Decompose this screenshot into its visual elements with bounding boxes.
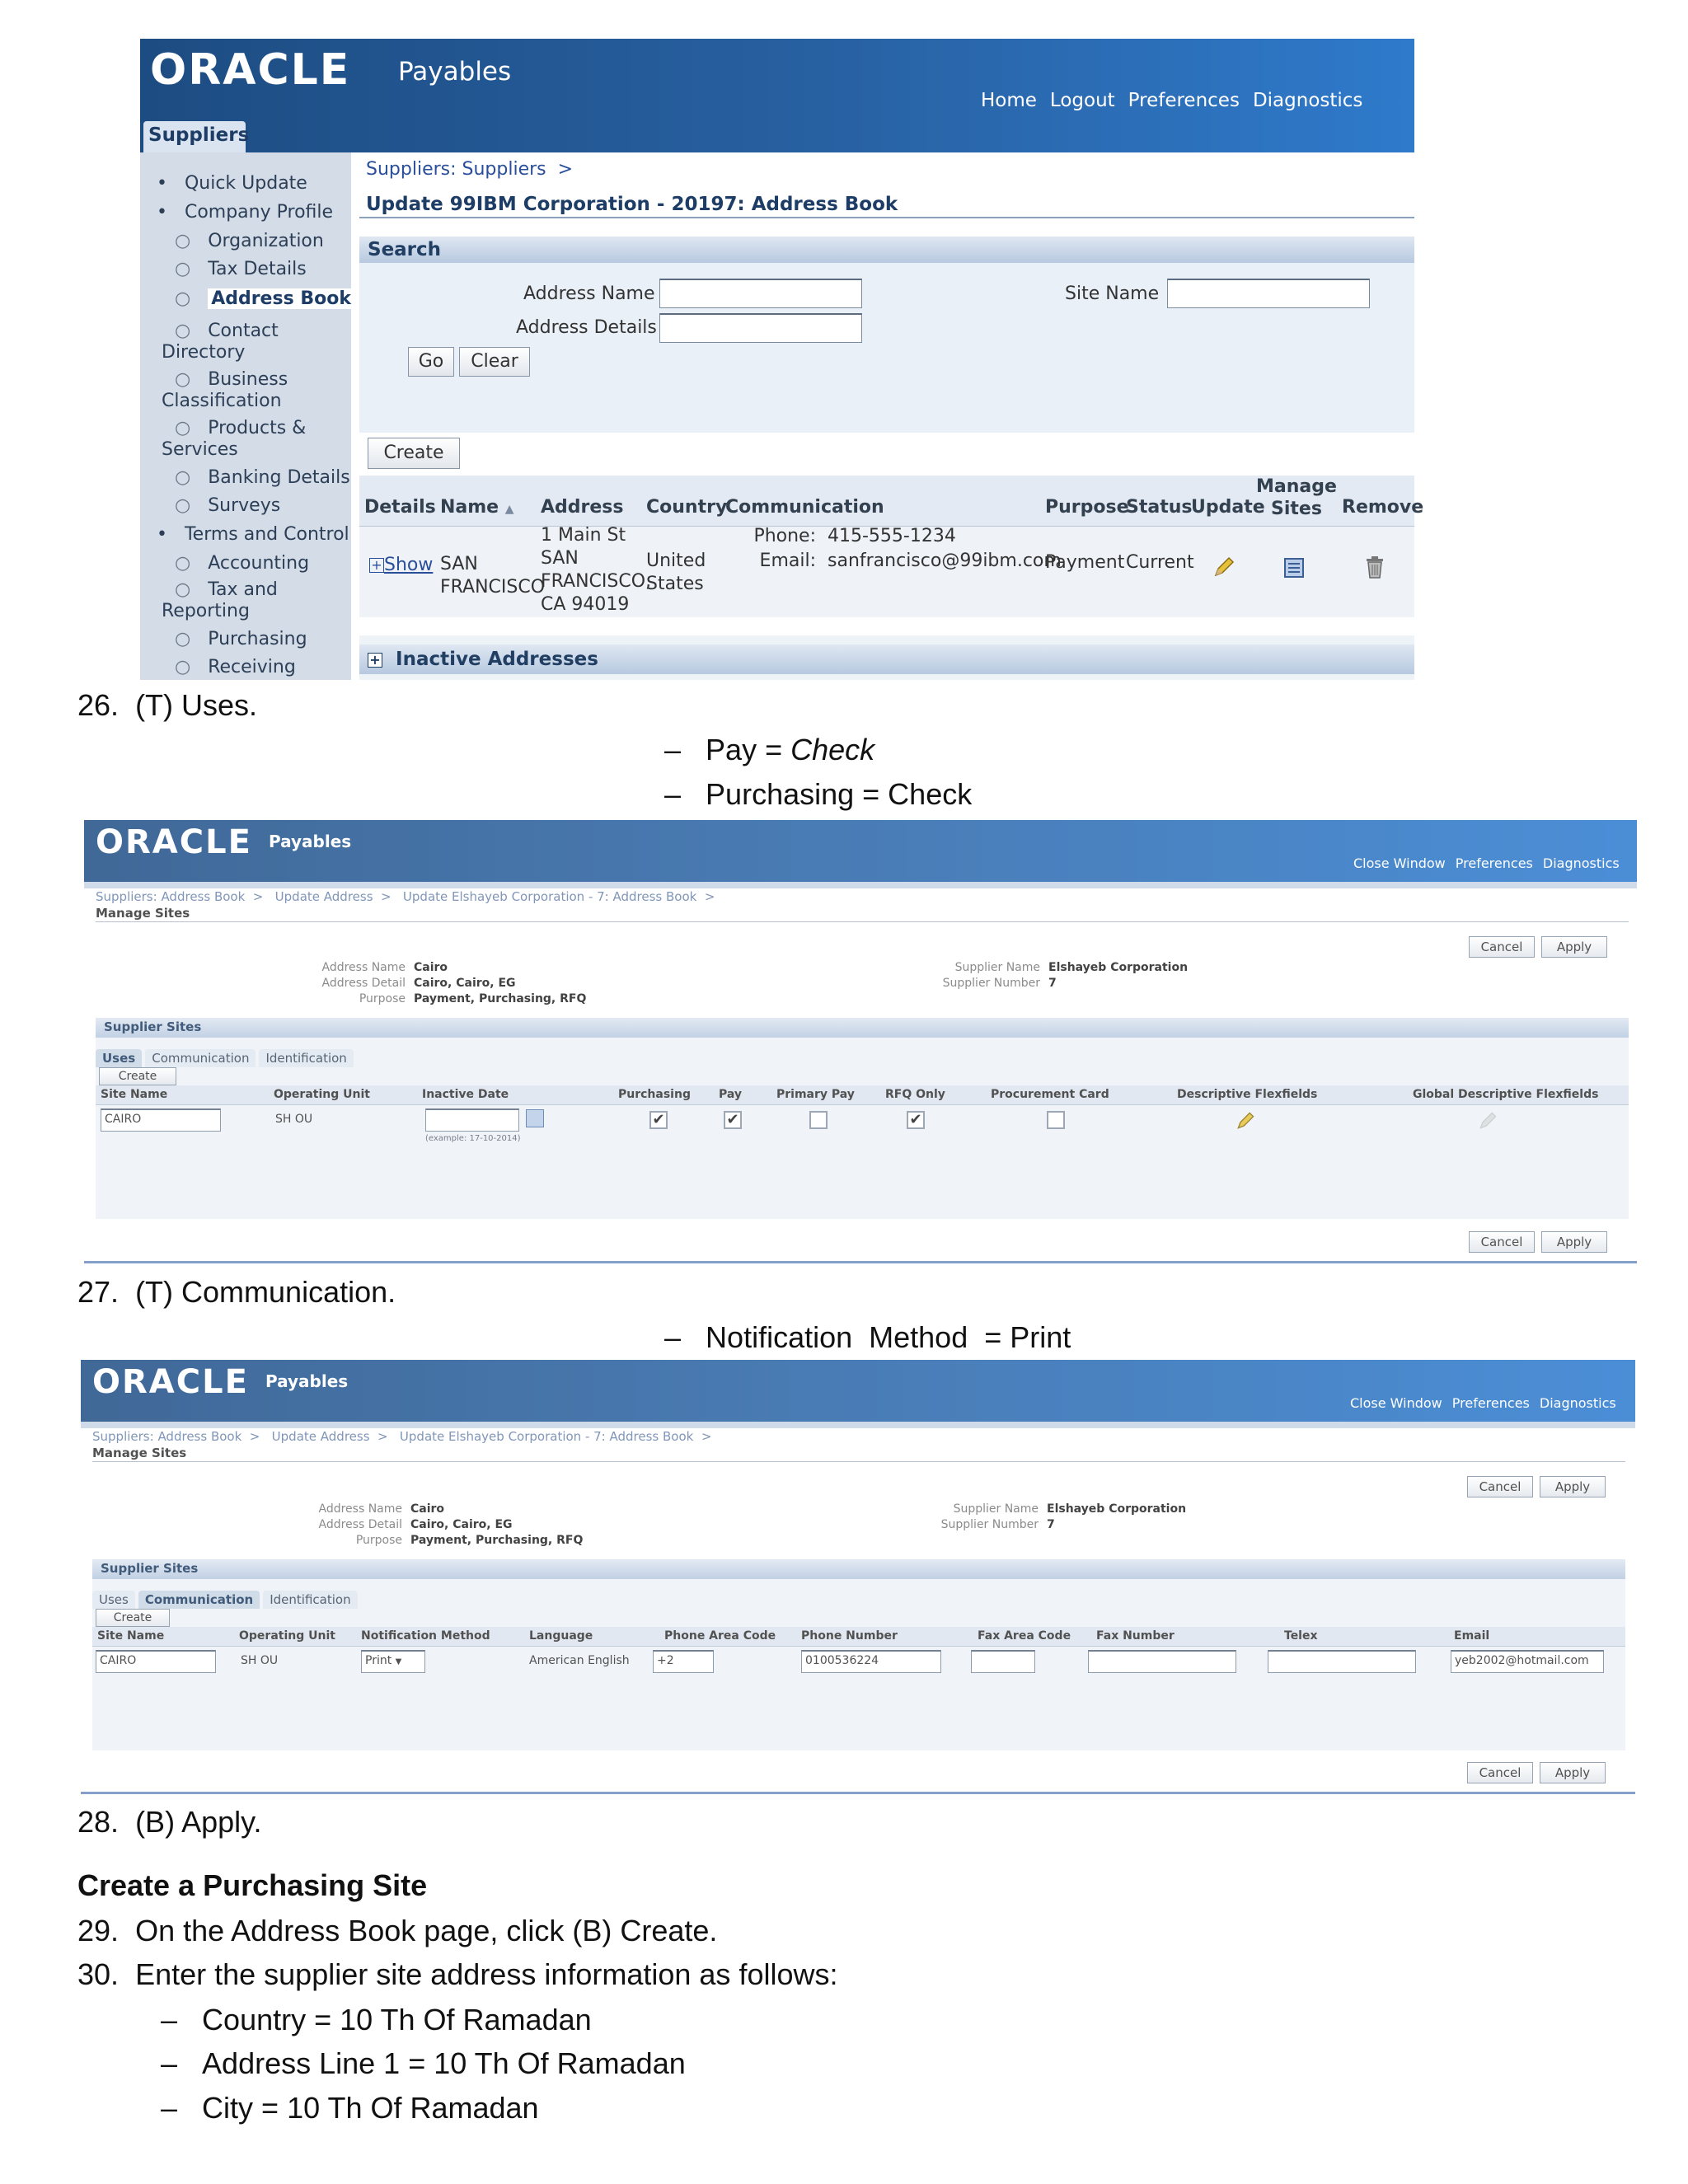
expand-plus-icon: + xyxy=(369,558,384,573)
create-button[interactable]: Create xyxy=(99,1067,176,1085)
diagnostics-link[interactable]: Diagnostics xyxy=(1252,90,1363,111)
pay-checkbox[interactable]: ✔ xyxy=(724,1111,742,1129)
sidebar-item-banking-details[interactable]: ○ Banking Details xyxy=(175,467,350,488)
footer-rule xyxy=(84,1261,1637,1263)
section-heading: Create a Purchasing Site xyxy=(77,1868,428,1902)
purchasing-checkbox[interactable]: ✔ xyxy=(649,1111,668,1129)
info-labels: Address Name Address Detail Purpose xyxy=(321,961,406,1005)
cancel-button-bottom[interactable]: Cancel xyxy=(1467,1762,1533,1783)
apply-button-bottom[interactable]: Apply xyxy=(1541,1231,1607,1253)
supplier-sites-region xyxy=(96,1018,1629,1219)
th-purpose: Purpose xyxy=(1045,497,1129,518)
global-flexfields-pencil-icon[interactable] xyxy=(1477,1110,1498,1135)
clear-button[interactable]: Clear xyxy=(459,347,530,377)
supplier-labels: Supplier Name Supplier Number xyxy=(942,961,1040,990)
product-name: Payables xyxy=(265,1371,349,1391)
sidebar-item-business-classification[interactable]: ○ Business Classification xyxy=(162,369,288,411)
bullet-city: – City = 10 Th Of Ramadan xyxy=(161,2091,539,2125)
create-region xyxy=(359,433,1414,476)
sidebar-item-quick-update[interactable]: • Quick Update xyxy=(157,173,307,194)
page-title: Manage Sites xyxy=(92,1446,187,1460)
supplier-sites-header: Supplier Sites xyxy=(96,1018,1629,1038)
cancel-button[interactable]: Cancel xyxy=(1467,1476,1533,1497)
site-name-label: Site Name xyxy=(1065,284,1160,304)
create-button[interactable]: Create xyxy=(368,438,460,469)
th-update: Update xyxy=(1191,497,1265,518)
rfq-only-checkbox[interactable]: ✔ xyxy=(907,1111,925,1129)
title-rule xyxy=(359,217,1414,218)
primary-pay-checkbox[interactable] xyxy=(809,1111,828,1129)
header-divider xyxy=(81,1422,1635,1428)
address-details-label: Address Details xyxy=(516,317,657,338)
go-button[interactable]: Go xyxy=(408,347,454,377)
oracle-logo: ORACLE xyxy=(92,1363,249,1401)
th-name[interactable]: Name ▲ xyxy=(440,497,514,518)
language-value: American English xyxy=(529,1654,630,1667)
close-window-link[interactable]: Close Window xyxy=(1353,855,1446,871)
th-inactive-date: Inactive Date xyxy=(422,1088,509,1101)
th-communication: Communication xyxy=(725,497,884,518)
sidebar-item-contact-directory[interactable]: ○ Contact Directory xyxy=(162,321,279,363)
th-descriptive-flexfields: Descriptive Flexfields xyxy=(1177,1088,1318,1101)
th-phone-area-code: Phone Area Code xyxy=(664,1629,776,1643)
global-links xyxy=(1350,1395,1616,1411)
sidebar-item-receiving[interactable]: ○ Receiving xyxy=(175,657,296,677)
tab-identification[interactable]: Identification xyxy=(259,1049,353,1067)
th-rfq-only: RFQ Only xyxy=(885,1088,945,1101)
th-remove: Remove xyxy=(1342,497,1424,518)
site-name-input[interactable]: CAIRO xyxy=(96,1650,216,1673)
remove-trash-icon[interactable] xyxy=(1364,555,1386,583)
th-address: Address xyxy=(541,497,624,518)
oracle-logo: ORACLE xyxy=(96,823,252,861)
breadcrumb[interactable]: Suppliers: Address Book > Update Address > Update Elshayeb Corporation - 7: Address Book > xyxy=(96,889,715,904)
sidebar-item-surveys[interactable]: ○ Surveys xyxy=(175,495,281,516)
address-name-input[interactable] xyxy=(659,279,862,308)
cancel-button-bottom[interactable]: Cancel xyxy=(1469,1231,1535,1253)
descriptive-flexfields-pencil-icon[interactable] xyxy=(1235,1110,1256,1135)
header-divider xyxy=(84,882,1637,888)
th-primary-pay: Primary Pay xyxy=(776,1088,855,1101)
apply-button-bottom[interactable]: Apply xyxy=(1540,1762,1606,1783)
breadcrumb[interactable]: Suppliers: Address Book > Update Address > Update Elshayeb Corporation - 7: Address Book > xyxy=(92,1429,712,1444)
tab-uses[interactable]: Uses xyxy=(92,1591,135,1609)
bullet-address-line-1: – Address Line 1 = 10 Th Of Ramadan xyxy=(161,2046,686,2080)
site-name-input[interactable] xyxy=(1167,279,1370,308)
diagnostics-link[interactable]: Diagnostics xyxy=(1542,855,1620,871)
product-name: Payables xyxy=(269,832,352,851)
th-operating-unit: Operating Unit xyxy=(274,1088,370,1101)
sort-ascending-icon: ▲ xyxy=(504,503,514,516)
th-purchasing: Purchasing xyxy=(618,1088,691,1101)
tab-communication[interactable]: Communication xyxy=(138,1591,260,1609)
global-links xyxy=(1353,855,1620,871)
calendar-icon[interactable] xyxy=(526,1109,544,1127)
site-name-input[interactable]: CAIRO xyxy=(101,1108,221,1132)
th-pay: Pay xyxy=(719,1088,743,1101)
supplier-sites-header: Supplier Sites xyxy=(92,1559,1625,1579)
apply-button[interactable]: Apply xyxy=(1541,936,1607,958)
th-email: Email xyxy=(1454,1629,1490,1643)
sidebar-item-address-book[interactable]: ○ Address Book xyxy=(175,288,354,309)
tab-bar xyxy=(92,1591,358,1609)
supplier-values: Elshayeb Corporation 7 xyxy=(1047,1502,1187,1531)
tab-identification[interactable]: Identification xyxy=(263,1591,357,1609)
uses-header-row xyxy=(96,1085,1629,1105)
tab-bar xyxy=(96,1049,354,1067)
cell-address: 1 Main St SAN FRANCISCO, CA 94019 xyxy=(541,525,652,615)
bullet-purchasing: – Purchasing = Check xyxy=(664,777,973,811)
tab-communication[interactable]: Communication xyxy=(145,1049,256,1067)
th-manage-sites: Manage Sites xyxy=(1256,476,1337,519)
sidebar-item-terms-and-control[interactable]: • Terms and Control xyxy=(157,524,349,545)
supplier-values: Elshayeb Corporation 7 xyxy=(1048,961,1189,990)
sidebar-item-accounting[interactable]: ○ Accounting xyxy=(175,553,310,574)
sidebar-item-tax-details[interactable]: ○ Tax Details xyxy=(175,259,307,279)
close-window-link[interactable]: Close Window xyxy=(1350,1395,1442,1411)
th-operating-unit: Operating Unit xyxy=(239,1629,335,1643)
address-details-input[interactable] xyxy=(659,313,862,343)
supplier-labels: Supplier Name Supplier Number xyxy=(940,1502,1039,1531)
cancel-button[interactable]: Cancel xyxy=(1469,936,1535,958)
tab-uses[interactable]: Uses xyxy=(96,1049,142,1067)
step-26: 26. (T) Uses. xyxy=(77,688,258,722)
info-values: Cairo Cairo, Cairo, EG Payment, Purchasing, RFQ xyxy=(414,961,587,1005)
inactive-date-input[interactable] xyxy=(425,1108,519,1132)
email-input[interactable]: yeb2002@hotmail.com xyxy=(1451,1650,1604,1673)
screenshot-manage-sites-uses xyxy=(84,820,1637,1266)
th-fax-area-code: Fax Area Code xyxy=(978,1629,1071,1643)
cell-communication: Phone: 415-555-1234 Email: sanfrancisco@99ibm.com xyxy=(753,526,1062,571)
product-name: Payables xyxy=(398,57,512,87)
title-rule xyxy=(96,921,1629,922)
th-global-descriptive-flexfields: Global Descriptive Flexfields xyxy=(1413,1088,1599,1101)
page-title: Update 99IBM Corporation - 20197: Address Book xyxy=(366,194,898,215)
fax-area-code-input[interactable] xyxy=(971,1650,1035,1673)
th-status: Status xyxy=(1126,497,1193,518)
communication-header-row xyxy=(92,1627,1625,1647)
home-link[interactable]: Home xyxy=(981,90,1037,111)
sidebar-item-company-profile[interactable]: • Company Profile xyxy=(157,202,334,223)
detail-toggle[interactable]: + Show xyxy=(369,555,433,575)
global-links xyxy=(981,90,1362,111)
th-phone-number: Phone Number xyxy=(801,1629,898,1643)
info-labels: Address Name Address Detail Purpose xyxy=(318,1502,402,1547)
th-language: Language xyxy=(529,1629,593,1643)
search-header: Search xyxy=(359,237,1414,263)
phone-number-input[interactable]: 0100536224 xyxy=(801,1650,941,1673)
breadcrumb[interactable]: Suppliers: Suppliers > xyxy=(366,159,574,180)
sidebar-item-organization[interactable]: ○ Organization xyxy=(175,231,324,251)
sidebar-item-purchasing[interactable]: ○ Purchasing xyxy=(175,629,307,649)
th-telex: Telex xyxy=(1284,1629,1318,1643)
sidebar-item-tax-reporting[interactable]: ○ Tax and Reporting xyxy=(162,579,278,621)
footer-rule xyxy=(81,1792,1635,1794)
screenshot-address-book xyxy=(140,39,1424,680)
cell-status: Current xyxy=(1126,552,1194,573)
th-notification-method: Notification Method xyxy=(361,1629,490,1643)
oracle-logo: ORACLE xyxy=(150,45,351,95)
th-fax-number: Fax Number xyxy=(1096,1629,1175,1643)
operating-unit-value: SH OU xyxy=(241,1654,279,1667)
create-button[interactable]: Create xyxy=(96,1609,170,1627)
tab-suppliers[interactable]: Suppliers xyxy=(143,121,246,152)
logout-link[interactable]: Logout xyxy=(1049,90,1115,111)
procurement-card-checkbox[interactable] xyxy=(1047,1111,1065,1129)
th-site-name: Site Name xyxy=(101,1088,168,1101)
bullet-notification-method: – Notification Method = Print xyxy=(664,1320,1071,1354)
apply-button[interactable]: Apply xyxy=(1540,1476,1606,1497)
telex-input[interactable] xyxy=(1268,1650,1416,1673)
step-27: 27. (T) Communication. xyxy=(77,1275,396,1309)
sidebar-item-products-services[interactable]: ○ Products & Services xyxy=(162,418,307,460)
bullet-pay: – Pay = Check xyxy=(664,733,875,766)
chevron-down-icon: ▼ xyxy=(395,1657,402,1666)
th-site-name: Site Name xyxy=(97,1629,165,1643)
cell-purpose: Payment xyxy=(1045,552,1125,573)
preferences-link[interactable]: Preferences xyxy=(1128,90,1240,111)
notification-method-select[interactable]: Print ▼ xyxy=(361,1650,425,1673)
step-29: 29. On the Address Book page, click (B) Create. xyxy=(77,1914,718,1947)
info-values: Cairo Cairo, Cairo, EG Payment, Purchasing, RFQ xyxy=(410,1502,584,1547)
date-example-hint: (example: 17-10-2014) xyxy=(425,1134,521,1143)
step-28: 28. (B) Apply. xyxy=(77,1805,262,1839)
preferences-link[interactable]: Preferences xyxy=(1451,1395,1530,1411)
address-name-label: Address Name xyxy=(523,284,655,304)
title-rule xyxy=(92,1461,1625,1462)
update-pencil-icon[interactable] xyxy=(1212,555,1236,583)
operating-unit-value: SH OU xyxy=(275,1113,313,1126)
fax-number-input[interactable] xyxy=(1088,1650,1236,1673)
screenshot-manage-sites-communication xyxy=(81,1360,1635,1797)
manage-sites-icon[interactable] xyxy=(1282,556,1306,583)
cell-name: SAN FRANCISCO xyxy=(440,554,546,598)
bullet-country: – Country = 10 Th Of Ramadan xyxy=(161,2003,592,2036)
th-procurement-card: Procurement Card xyxy=(991,1088,1109,1101)
th-country: Country xyxy=(646,497,728,518)
step-30: 30. Enter the supplier site address information as follows: xyxy=(77,1957,838,1991)
phone-area-code-input[interactable]: +2 xyxy=(653,1650,714,1673)
cell-country: United States xyxy=(646,551,706,594)
page-title: Manage Sites xyxy=(96,906,190,921)
th-details: Details xyxy=(364,497,436,518)
expand-plus-icon: + xyxy=(368,653,382,668)
diagnostics-link[interactable]: Diagnostics xyxy=(1539,1395,1616,1411)
preferences-link[interactable]: Preferences xyxy=(1455,855,1533,871)
inactive-addresses-header[interactable]: + Inactive Addresses xyxy=(359,644,1414,674)
